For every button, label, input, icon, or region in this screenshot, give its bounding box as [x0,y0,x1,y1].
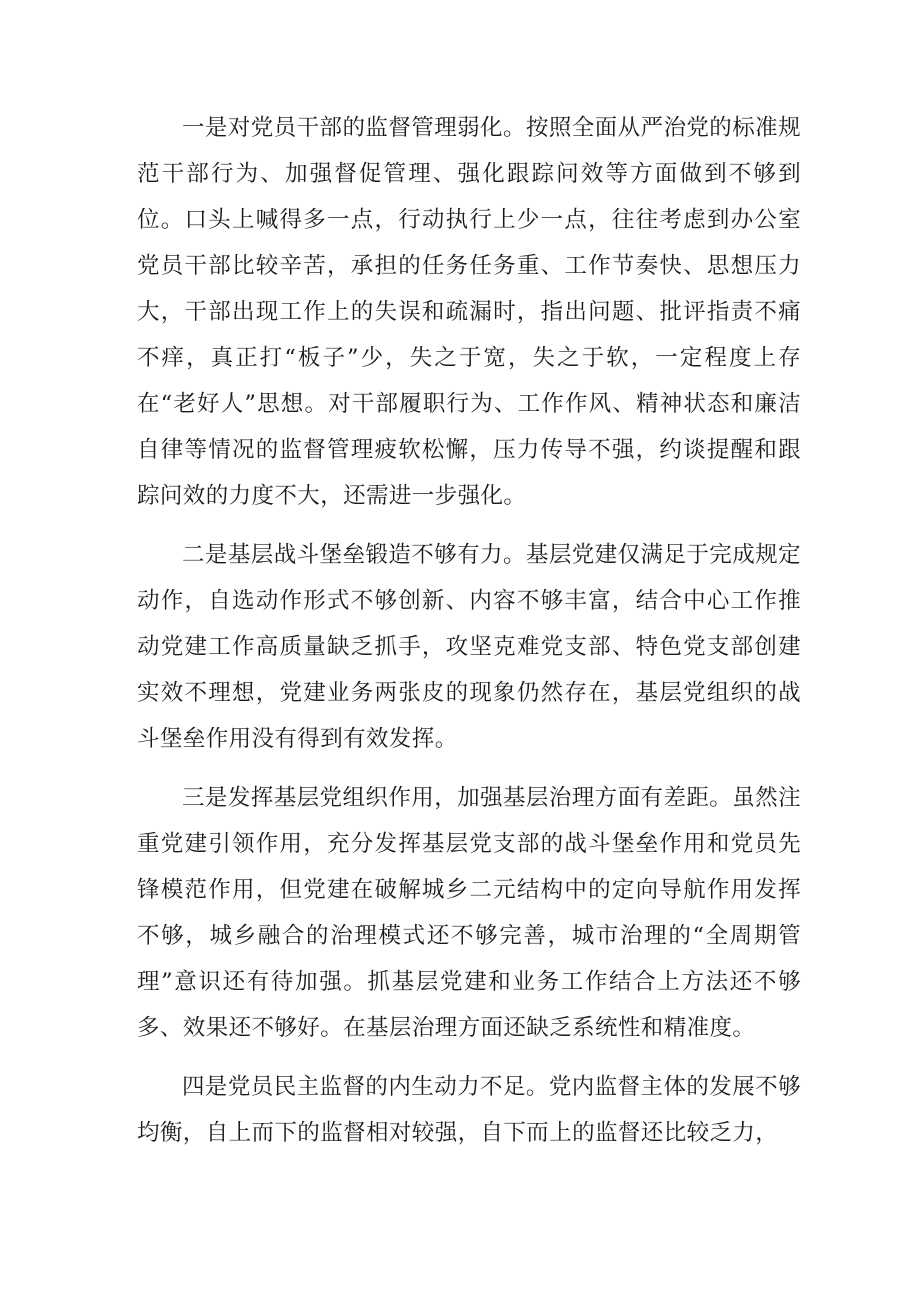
paragraph-democratic-supervision: 四是党员民主监督的内生动力不足。党内监督主体的发展不够均衡，自上而下的监督相对较强，自下而上的监督还比较乏力， [137,1074,801,1146]
paragraph-grassroots-governance: 三是发挥基层党组织作用，加强基层治理方面有差距。虽然注重党建引领作用，充分发挥基层党支部的战斗堡垒作用和党员先锋模范作用，但党建在破解城乡二元结构中的定向导航作用发挥不够，城乡融合的治理模式还不够完善，城市治理的“全周期管理”意识还有待加强。抓基层党建和业务工作结合上方法还不够多、效果还不够好。在基层治理方面还缺乏系统性和精准度。 [137,785,801,1041]
paragraph-grassroots-fortress: 二是基层战斗堡垒锻造不够有力。基层党建仅满足于完成规定动作，自选动作形式不够创新、内容不够丰富，结合中心工作推动党建工作高质量缺乏抓手，攻坚克难党支部、特色党支部创建实效不理想，党建业务两张皮的现象仍然存在，基层党组织的战斗堡垒作用没有得到有效发挥。 [137,542,801,752]
document-body [137,105,801,1169]
paragraph-supervision-weak: 一是对党员干部的监督管理弱化。按照全面从严治党的标准规范干部行为、加强督促管理、强化跟踪问效等方面做到不够到位。口头上喊得多一点，行动执行上少一点，往往考虑到办公室党员干部比较辛苦，承担的任务任务重、工作节奏快、思想压力大，干部出现工作上的失误和疏漏时，指出问题、批评指责不痛不痒，真正打“板子”少，失之于宽，失之于软，一定程度上存在“老好人”思想。对干部履职行为、工作作风、精神状态和廉洁自律等情况的监督管理疲软松懈，压力传导不强，约谈提醒和跟踪问效的力度不大，还需进一步强化。 [137,115,801,509]
